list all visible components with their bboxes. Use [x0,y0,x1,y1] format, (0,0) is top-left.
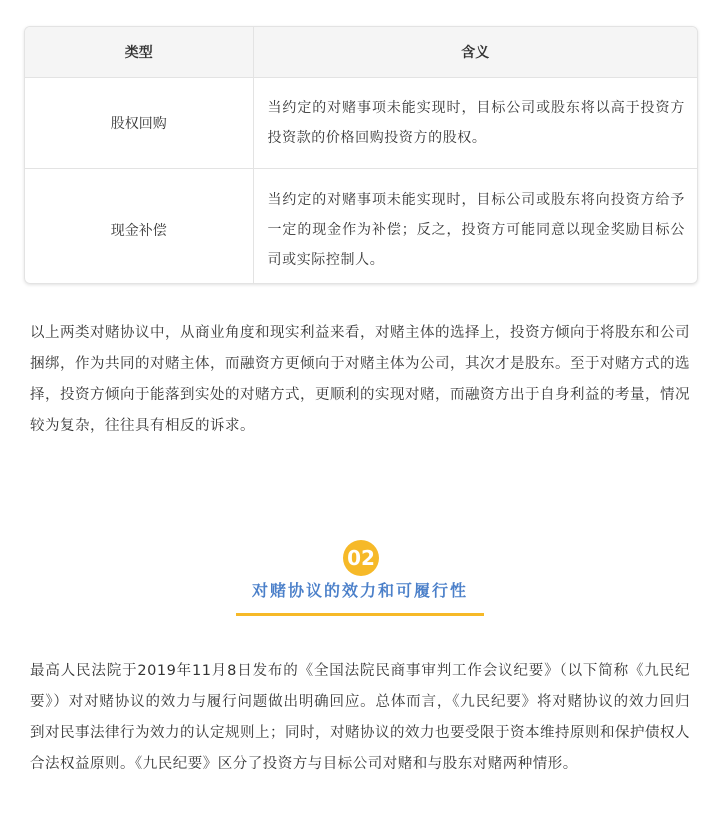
definition-table-grid [25,27,697,284]
body-paragraph-2: 最高人民法院于2019年11月8日发布的《全国法院民商事审判工作会议纪要》（以下简称《九民纪要》）对对赌协议的效力与履行问题做出明确回应。总体而言，《九民纪要》将对赌协议的效力回归到对民事法律行为效力的认定规则上；同时，对赌协议的效力也要受限于资本维持原则和保护债权人合法权益原则。《九民纪要》区分了投资方与目标公司对赌和与股东对赌两种情形。 [30,663,690,772]
header-meaning: 含义 [253,27,697,78]
table-row [25,78,697,169]
body-paragraph-1: 以上两类对赌协议中，从商业角度和现实利益来看，对赌主体的选择上，投资方倾向于将股东和公司捆绑，作为共同的对赌主体，而融资方更倾向于对赌主体为公司，其次才是股东。至于对赌方式的选择，投资方倾向于能落到实处的对赌方式，更顺利的实现对赌，而融资方出于自身利益的考量，情况较为复杂，往往具有相反的诉求。 [30,325,690,434]
row-type-cell: 现金补偿 [25,169,253,285]
row-meaning-cell: 当约定的对赌事项未能实现时，目标公司或股东将以高于投资方投资款的价格回购投资方的股权。 [253,78,697,169]
row-type-cell: 股权回购 [25,78,253,169]
table-header-row [25,27,697,78]
section-title: 对赌协议的效力和可履行性 [251,581,468,600]
section-title-underline [236,613,484,616]
header-type: 类型 [25,27,253,78]
definition-table [24,26,698,284]
section-number-badge: 02 [343,540,379,576]
table-row [25,169,697,285]
row-meaning-cell: 当约定的对赌事项未能实现时，目标公司或股东将向投资方给予一定的现金作为补偿；反之，投资方可能同意以现金奖励目标公司或实际控制人。 [267,192,685,268]
